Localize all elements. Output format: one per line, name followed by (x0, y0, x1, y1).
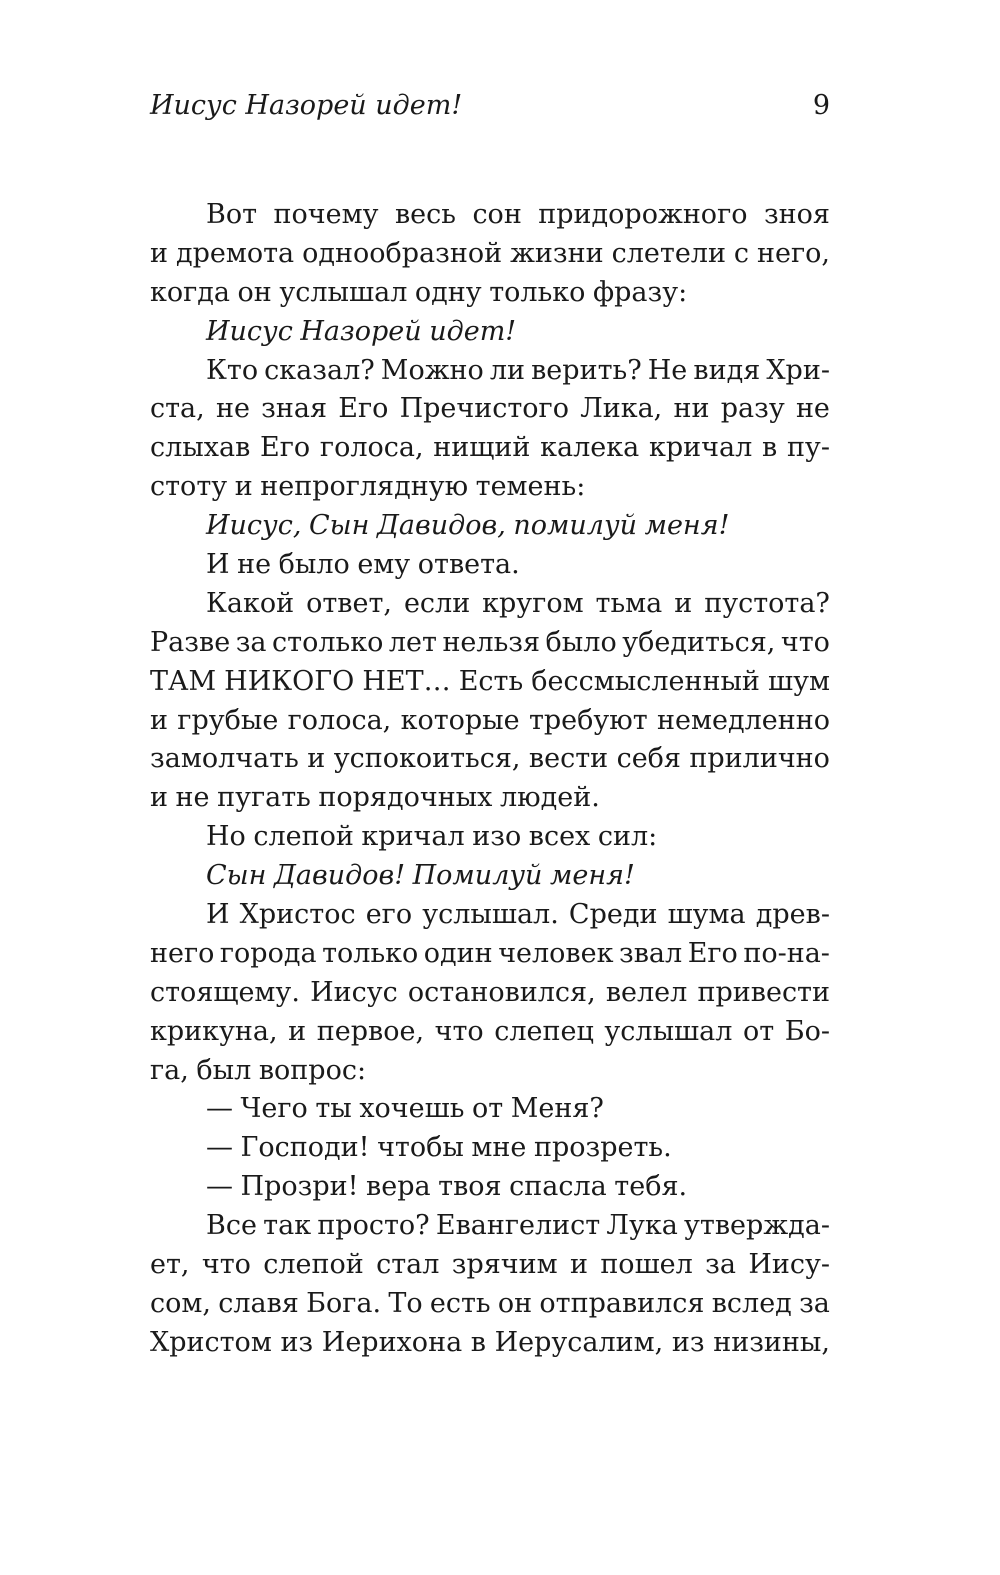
body-text (150, 196, 830, 1363)
text-line: и не пугать порядочных людей. (150, 782, 600, 814)
running-head (150, 88, 830, 124)
text-line: Вот почему весь сон придорожного зноя (206, 199, 830, 230)
book-page (150, 88, 830, 1363)
text-line: крикуна, и первое, что слепец услышал от Бо- (150, 1015, 830, 1047)
text-line: Все так просто? Евангелист Лука утвержда- (206, 1210, 830, 1242)
text-line: Иисус, Сын Давидов, помилуй меня! (206, 510, 730, 542)
text-line: И не было ему ответа. (206, 549, 520, 581)
text-line: — Господи! чтобы мне прозреть. (206, 1132, 672, 1164)
running-title: Иисус Назорей идет! (150, 90, 463, 121)
text-line: ста, не зная Его Пречистого Лика, ни разу не (150, 393, 830, 425)
text-line: слыхав Его голоса, нищий калека кричал в пу- (150, 432, 830, 464)
text-line: замолчать и успокоиться, вести себя прилично (150, 743, 830, 775)
text-line: Разве за столько лет нельзя было убедиться, что (150, 626, 830, 658)
text-line: Сын Давидов! Помилуй меня! (206, 860, 635, 892)
text-line: сом, славя Бога. То есть он отправился вслед за (150, 1287, 830, 1319)
text-line: — Прозри! вера твоя спасла тебя. (206, 1171, 688, 1203)
text-line: стоящему. Иисус остановился, велел привести (150, 976, 830, 1008)
text-line: Христом из Иерихона в Иерусалим, из низины, (150, 1326, 830, 1358)
text-line: — Чего ты хочешь от Меня? (206, 1093, 604, 1125)
text-line: Кто сказал? Можно ли верить? Не видя Хри- (206, 354, 830, 386)
text-line: Но слепой кричал изо всех сил: (206, 821, 658, 853)
page-number: 9 (812, 90, 830, 121)
text-line: и грубые голоса, которые требуют немедленно (150, 704, 830, 736)
text-line: ТАМ НИКОГО НЕТ… Есть бессмысленный шум (150, 665, 830, 697)
text-line: И Христос его услышал. Среди шума древ- (206, 899, 830, 931)
text-line: когда он услышал одну только фразу: (150, 276, 688, 308)
text-line: него города только один человек звал Его по-на- (150, 937, 830, 969)
text-line: и дремота однообразной жизни слетели с него, (150, 237, 830, 269)
text-line: га, был вопрос: (150, 1054, 367, 1086)
text-line: Иисус Назорей идет! (206, 315, 517, 347)
text-line: стоту и непроглядную темень: (150, 471, 586, 503)
text-line: ет, что слепой стал зрячим и пошел за Иису- (150, 1249, 830, 1281)
text-line: Какой ответ, если кругом тьма и пустота? (206, 587, 830, 619)
